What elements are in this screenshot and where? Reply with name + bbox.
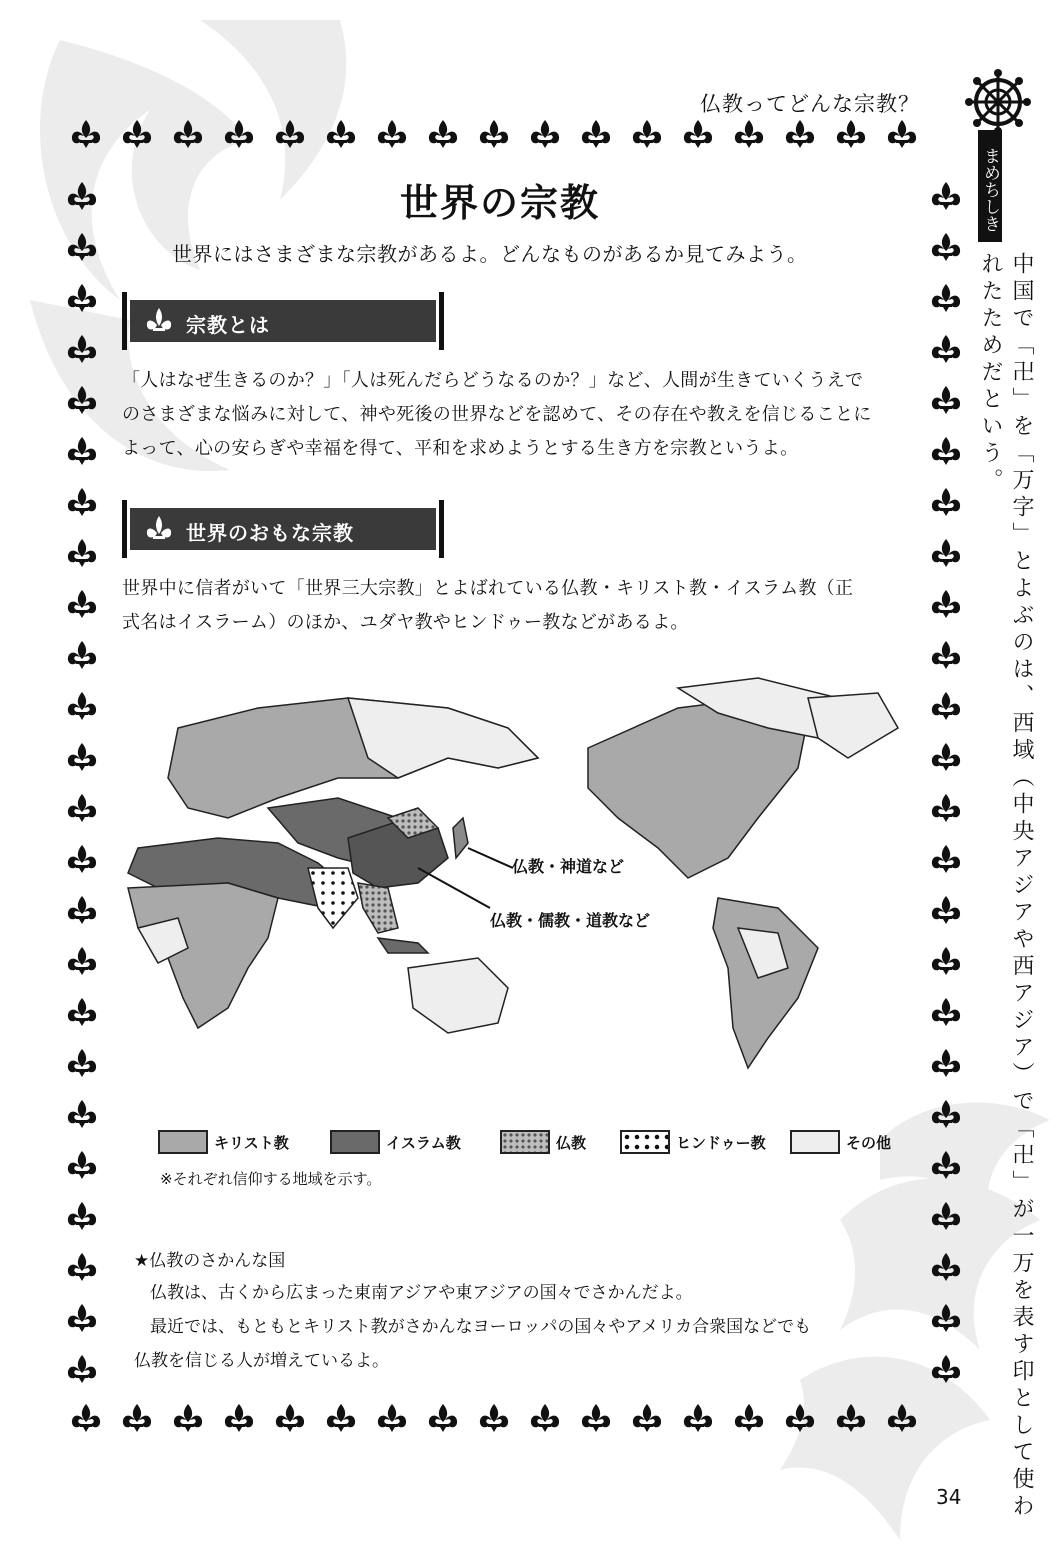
fleur-de-lis-icon [68,845,96,873]
fleur-de-lis-icon [735,120,763,148]
legend-swatch [620,1130,670,1154]
fleur-de-lis-icon [888,1404,916,1432]
fleur-de-lis-icon [68,1100,96,1128]
fleur-de-lis-icon [68,743,96,771]
fleur-de-lis-icon [68,590,96,618]
lotus-icon [142,304,176,338]
fleur-de-lis-icon [684,1404,712,1432]
text-line: 「人はなぜ生きるのか？」「人は死んだらどうなるのか？」など、人間が生きていくうえで [122,370,864,391]
chapter-title: 仏教ってどんな宗教？ [700,92,920,116]
section-banner-religion [122,292,444,350]
fleur-de-lis-icon [68,437,96,465]
fleur-de-lis-icon [225,120,253,148]
legend-item-other [790,1128,891,1156]
legend-swatch [158,1130,208,1154]
text-line: 最近では、もともとキリスト教がさかんなヨーロッパの国々やアメリカ合衆国などでも [150,1317,812,1337]
region-japan [453,818,468,858]
text-line: よって、心の安らぎや幸福を得て、平和を求めようとする生き方を宗教というよ。 [122,438,799,459]
fleur-de-lis-icon [225,1404,253,1432]
map-note: ※それぞれ信仰する地域を示す。 [160,1170,382,1188]
page-number: 34 [936,1485,962,1509]
text-line: 仏教を信じる人が増えているよ。 [134,1351,389,1371]
fleur-de-lis-icon [582,1404,610,1432]
fleur-de-lis-icon [68,896,96,924]
fleur-de-lis-icon [932,437,960,465]
legend-swatch [500,1130,550,1154]
fleur-de-lis-icon [68,947,96,975]
text-line: 世界中に信者がいて「世界三大宗教」とよばれている仏教・キリスト教・イスラム教（正 [122,578,854,599]
fleur-de-lis-icon [68,386,96,414]
fleur-de-lis-icon [378,1404,406,1432]
fleur-de-lis-icon [429,1404,457,1432]
fleur-de-lis-icon [72,120,100,148]
fleur-de-lis-icon [633,120,661,148]
map-legend [158,1128,918,1158]
fleur-de-lis-icon [932,641,960,669]
fleur-de-lis-icon [932,233,960,261]
fleur-de-lis-icon [837,120,865,148]
region-greenland [808,693,898,758]
buddhism-countries-paragraph [134,1276,930,1378]
fleur-de-lis-icon [68,233,96,261]
fleur-de-lis-icon [68,641,96,669]
intro-text: 世界にはさまざまな宗教があるよ。どんなものがあるか見てみよう。 [172,242,808,266]
legend-label: 仏教 [556,1133,587,1152]
region-australia [408,958,508,1033]
trivia-tag: まめちしき [978,130,1002,242]
fleur-de-lis-icon [932,998,960,1026]
fleur-de-lis-icon [932,692,960,720]
legend-label: イスラム教 [386,1133,461,1152]
fleur-de-lis-icon [68,692,96,720]
fleur-de-lis-icon [786,120,814,148]
fleur-de-lis-icon [684,120,712,148]
fleur-de-lis-icon [68,794,96,822]
fleur-de-lis-icon [932,1151,960,1179]
fleur-de-lis-icon [633,1404,661,1432]
fleur-de-lis-icon [327,120,355,148]
section-banner-world-religions [122,500,444,558]
fleur-de-lis-icon [174,120,202,148]
fleur-de-lis-icon [327,1404,355,1432]
fleur-de-lis-icon [932,1100,960,1128]
section-heading: 世界のおもな宗教 [186,521,354,545]
legend-swatch [790,1130,840,1154]
trivia-text: 中国で「卍」を「万字」とよぶのは、西域（中央アジアや西アジア）で「卍」が一万を表す印として使われたためだという。 [978,252,1034,1521]
fleur-de-lis-icon [932,794,960,822]
fleur-de-lis-icon [123,120,151,148]
fleur-de-lis-icon [932,386,960,414]
section2-paragraph [122,572,912,640]
region-south-america [713,898,818,1068]
fleur-de-lis-icon [123,1404,151,1432]
fleur-de-lis-icon [837,1404,865,1432]
region-india [308,868,358,928]
buddhism-countries-heading: ★仏教のさかんな国 [134,1251,286,1271]
fleur-de-lis-icon [932,1049,960,1077]
fleur-de-lis-icon [174,1404,202,1432]
fleur-de-lis-icon [932,1355,960,1383]
legend-item-christianity [158,1128,289,1156]
fleur-de-lis-icon [932,284,960,312]
fleur-de-lis-icon [68,1253,96,1281]
fleur-de-lis-icon [429,120,457,148]
fleur-de-lis-icon [276,1404,304,1432]
fleur-de-lis-icon [378,120,406,148]
fleur-de-lis-icon [932,488,960,516]
page-title: 世界の宗教 [399,181,600,225]
legend-label: キリスト教 [214,1133,289,1152]
fleur-de-lis-icon [932,845,960,873]
fleur-de-lis-icon [735,1404,763,1432]
fleur-de-lis-icon [582,120,610,148]
fleur-de-lis-icon [932,947,960,975]
fleur-de-lis-icon [888,120,916,148]
fleur-de-lis-icon [480,120,508,148]
fleur-de-lis-icon [932,743,960,771]
legend-item-buddhism [500,1128,586,1156]
map-label-china: 仏教・儒教・道教など [490,911,651,930]
legend-item-islam [330,1128,461,1156]
region-se-asia [358,883,398,933]
fleur-de-lis-icon [68,998,96,1026]
fleur-de-lis-icon [68,539,96,567]
fleur-de-lis-icon [932,335,960,363]
fleur-de-lis-icon [68,284,96,312]
fleur-de-lis-icon [68,1151,96,1179]
fleur-de-lis-icon [68,1202,96,1230]
fleur-de-lis-icon [68,1355,96,1383]
fleur-de-lis-icon [531,1404,559,1432]
fleur-de-lis-icon [72,1404,100,1432]
fleur-de-lis-icon [68,488,96,516]
text-line: 仏教は、古くから広まった東南アジアや東アジアの国々でさかんだよ。 [150,1283,693,1303]
fleur-de-lis-icon [932,590,960,618]
fleur-de-lis-icon [480,1404,508,1432]
map-label-japan: 仏教・神道など [512,857,625,876]
fleur-de-lis-icon [276,120,304,148]
lotus-icon [142,512,176,546]
legend-label: ヒンドゥー教 [676,1133,766,1152]
fleur-de-lis-icon [531,120,559,148]
text-line: 式名はイスラーム）のほか、ユダヤ教やヒンドゥー教などがあるよ。 [122,612,689,633]
fleur-de-lis-icon [932,1304,960,1332]
legend-swatch [330,1130,380,1154]
legend-item-hinduism [620,1128,766,1156]
region-africa [128,883,278,1028]
fleur-de-lis-icon [932,539,960,567]
fleur-de-lis-icon [68,1304,96,1332]
section-heading: 宗教とは [186,313,270,337]
fleur-de-lis-icon [68,335,96,363]
legend-label: その他 [846,1133,892,1152]
fleur-de-lis-icon [786,1404,814,1432]
text-line: のさまざまな悩みに対して、神や死後の世界などを認めて、その存在や教えを信じることに [122,404,872,425]
region-indonesia [378,938,428,953]
fleur-de-lis-icon [932,896,960,924]
section1-paragraph [122,364,912,466]
fleur-de-lis-icon [68,1049,96,1077]
fleur-de-lis-icon [932,1253,960,1281]
fleur-de-lis-icon [932,1202,960,1230]
